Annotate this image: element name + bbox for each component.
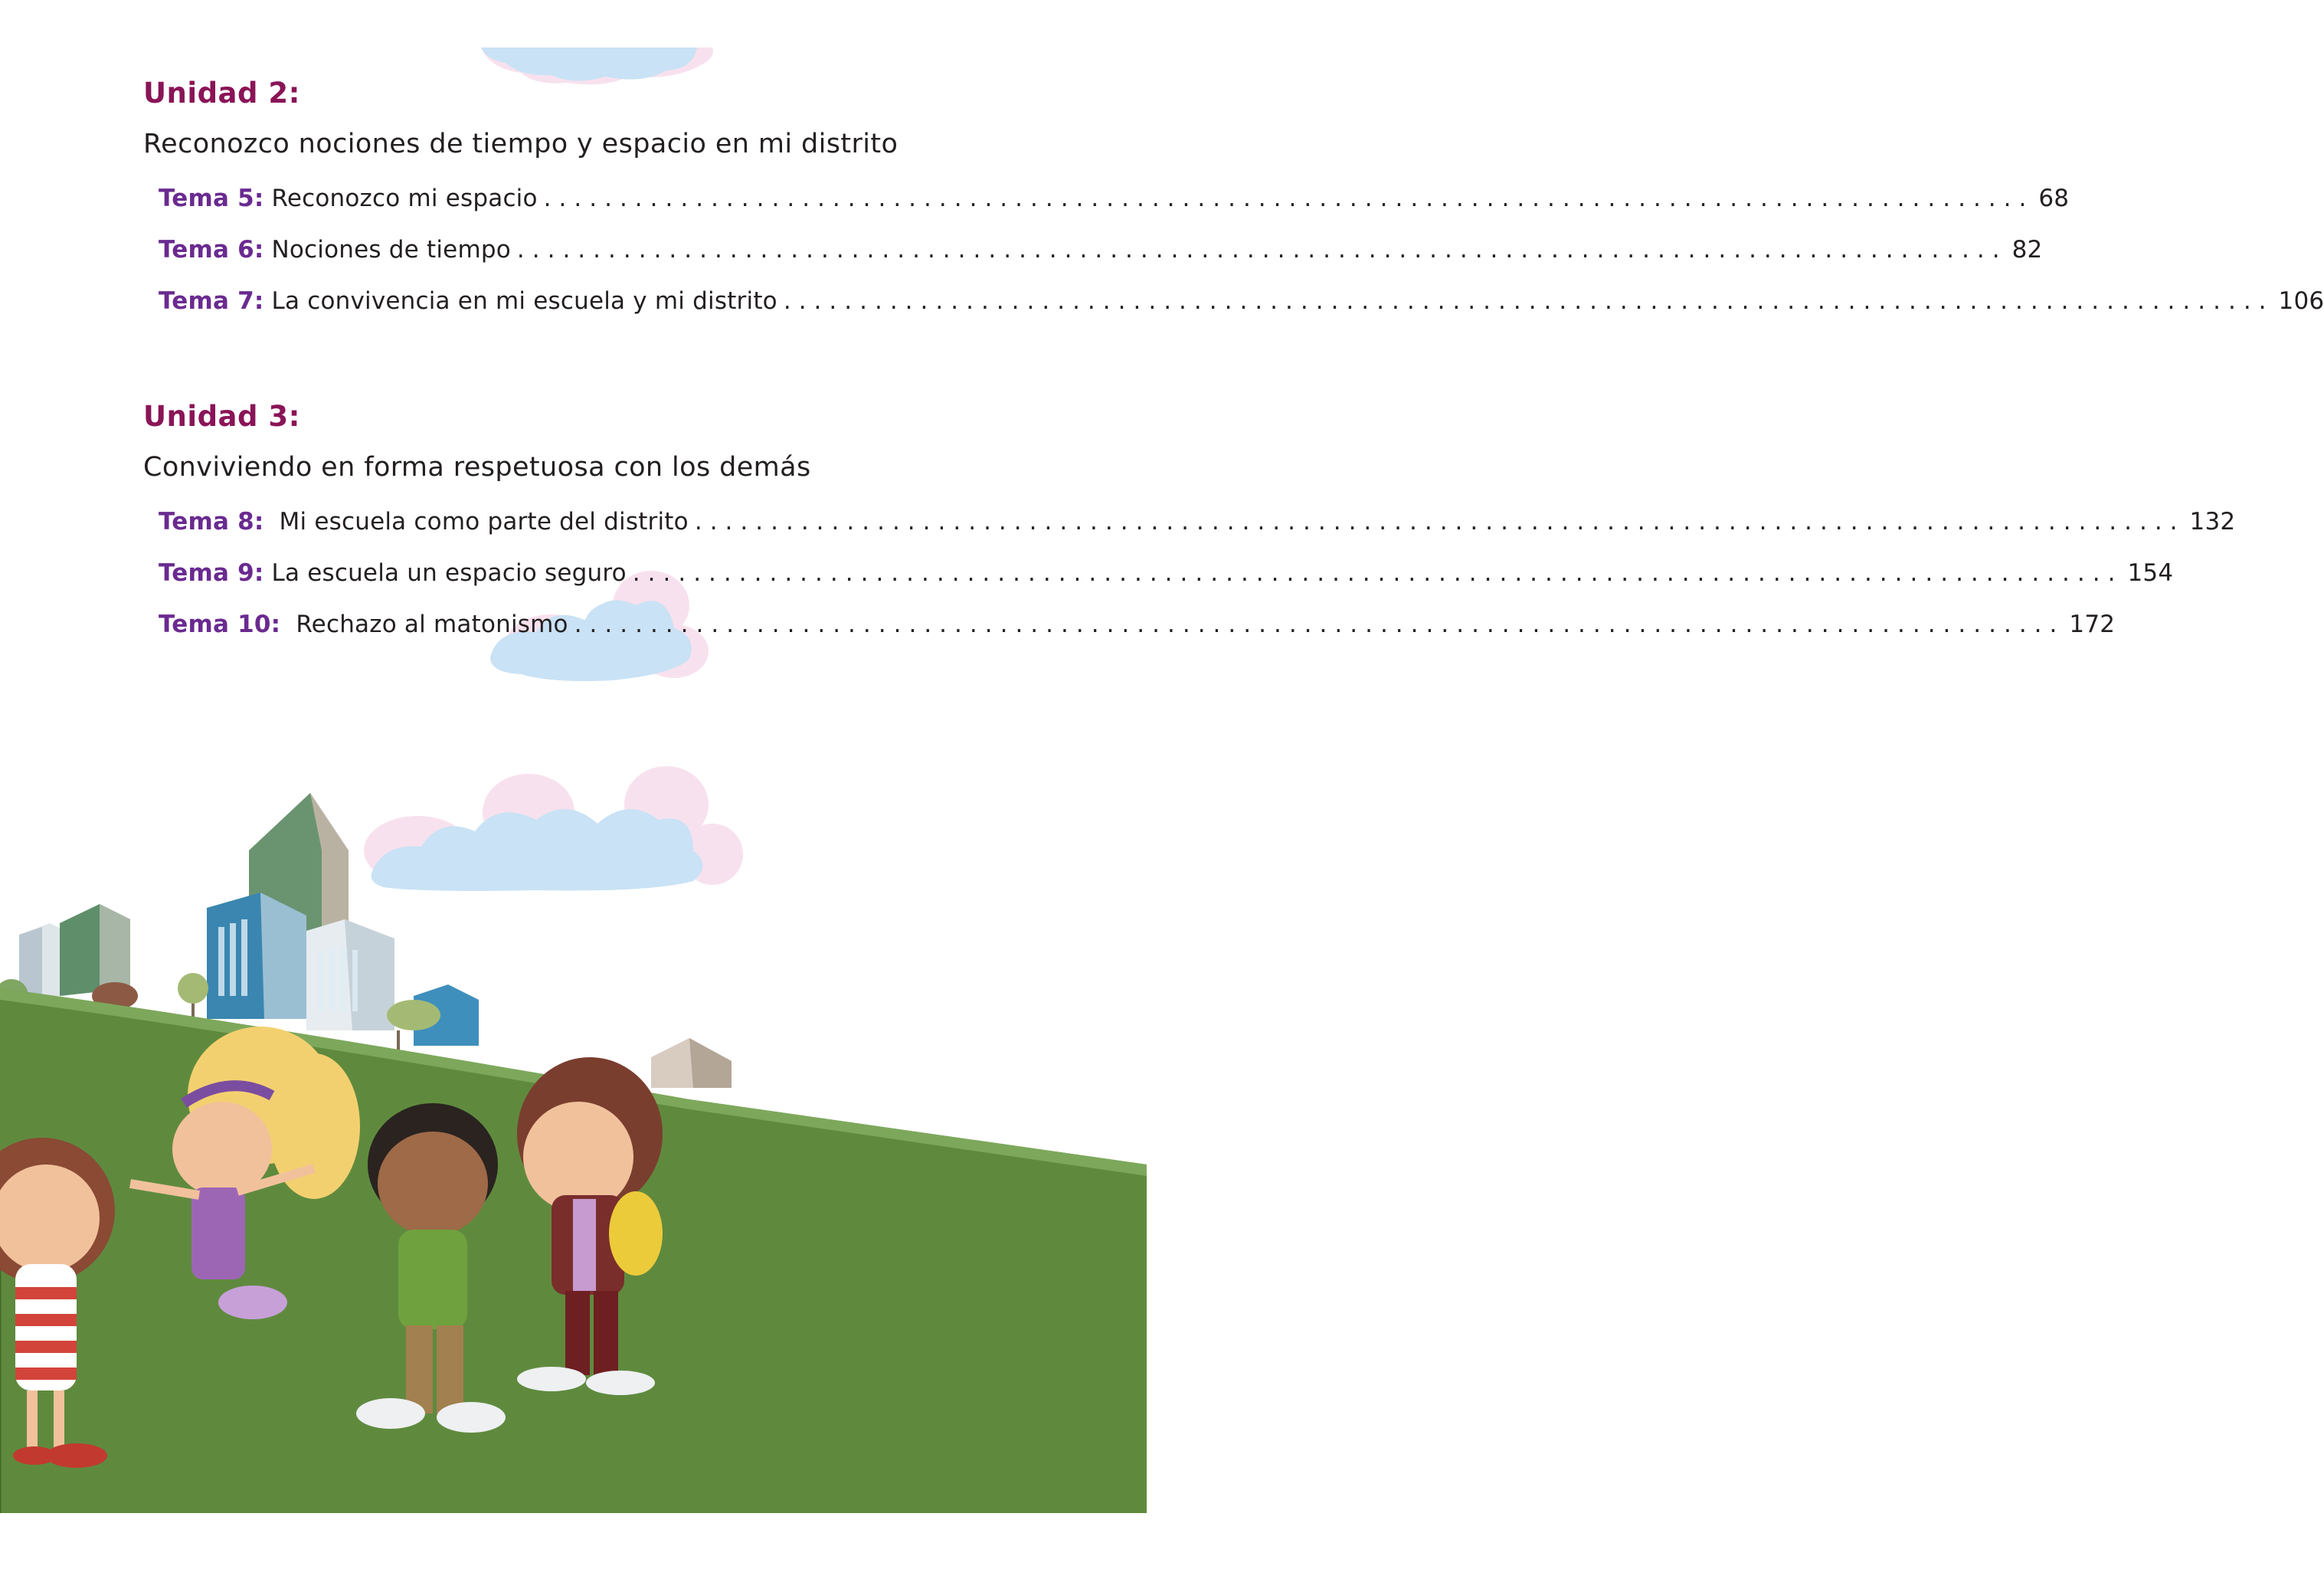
page-number: 172 bbox=[2069, 611, 2116, 638]
topic-title: La escuela un espacio seguro bbox=[271, 559, 627, 587]
topic-title: Rechazo al matonismo bbox=[296, 611, 568, 638]
topic-label: Tema 5: bbox=[159, 185, 264, 212]
dot-leader: .................................................................................................. bbox=[694, 508, 2185, 536]
cloud-icon-top bbox=[481, 47, 713, 84]
cloud-icon-large bbox=[364, 766, 743, 891]
topic-label: Tema 10: bbox=[159, 611, 281, 638]
unit-3-title: Conviviendo en forma respetuosa con los demás bbox=[143, 452, 811, 483]
unit-3-label: Unidad 3: bbox=[143, 400, 300, 433]
topic-title: Reconozco mi espacio bbox=[271, 185, 538, 212]
page-number: 68 bbox=[2038, 185, 2070, 212]
dot-leader: .................................................................................................. bbox=[574, 611, 2065, 638]
toc-entry-tema-7[interactable] bbox=[159, 284, 2324, 318]
page-number: 154 bbox=[2127, 559, 2174, 587]
dot-leader: .................................................................................................. bbox=[516, 236, 2008, 264]
topic-title: La convivencia en mi escuela y mi distrito bbox=[271, 287, 777, 315]
topic-label: Tema 8: bbox=[159, 508, 264, 536]
unit-2-title: Reconozco nociones de tiempo y espacio en mi distrito bbox=[143, 129, 899, 159]
page-number: 82 bbox=[2011, 236, 2043, 264]
topic-title: Mi escuela como parte del distrito bbox=[279, 508, 689, 536]
page-number: 106 bbox=[2278, 287, 2324, 315]
toc-entry-tema-10[interactable] bbox=[159, 608, 2116, 641]
toc-entry-tema-9[interactable] bbox=[159, 556, 2174, 590]
topic-label: Tema 7: bbox=[159, 287, 264, 315]
topic-label: Tema 9: bbox=[159, 559, 264, 587]
page-number: 132 bbox=[2189, 508, 2236, 536]
unit-2-label: Unidad 2: bbox=[143, 77, 300, 110]
dot-leader: .................................................................................................. bbox=[543, 185, 2034, 212]
topic-label: Tema 6: bbox=[159, 236, 264, 264]
toc-entry-tema-6[interactable] bbox=[159, 233, 2043, 267]
toc-entry-tema-8[interactable] bbox=[159, 505, 2236, 539]
topic-title: Nociones de tiempo bbox=[271, 236, 511, 264]
dot-leader: .................................................................................................. bbox=[632, 559, 2123, 587]
dot-leader: .................................................................................................. bbox=[783, 287, 2274, 315]
toc-entry-tema-5[interactable] bbox=[159, 182, 2070, 215]
